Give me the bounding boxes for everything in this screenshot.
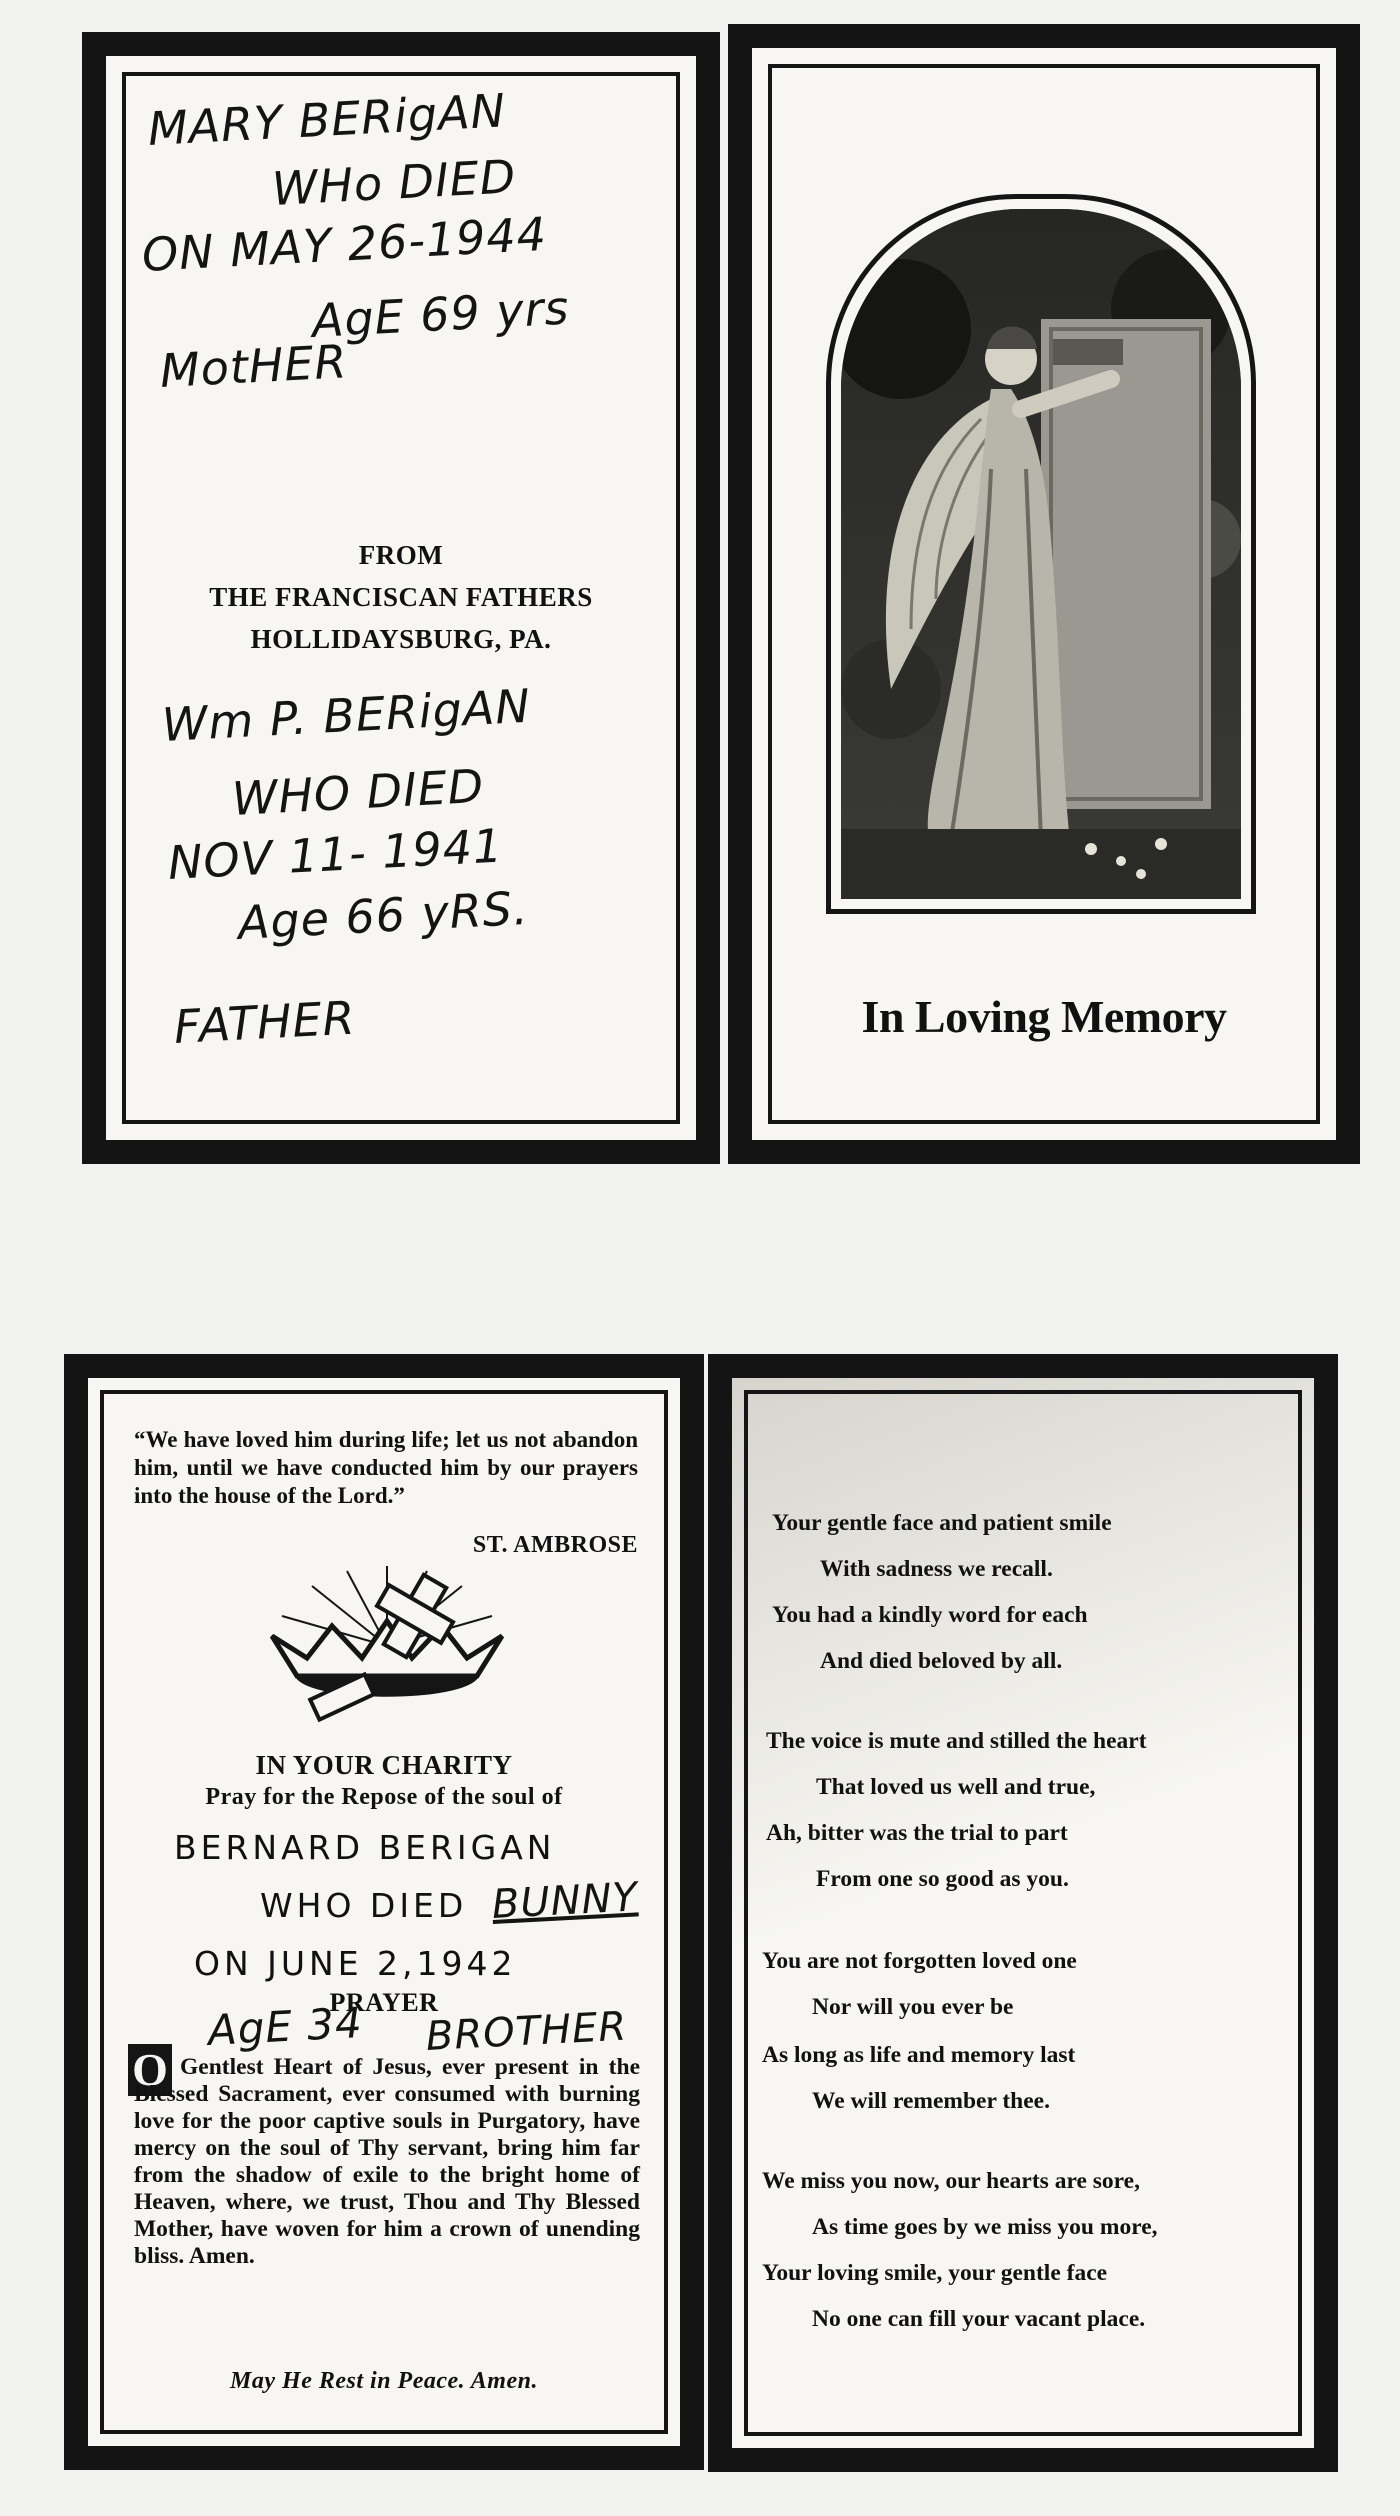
angel-illustration [841, 209, 1241, 899]
from-location: HOLLIDAYSBURG, PA. [250, 624, 552, 654]
crown-cross-icon [252, 1566, 522, 1726]
poem-line: The voice is mute and stilled the heart [766, 1728, 1147, 1754]
poem-line: As time goes by we miss you more, [812, 2214, 1158, 2240]
handwritten-relation-father: FATHER [172, 990, 357, 1054]
poem-line: We will remember thee. [812, 2088, 1050, 2114]
memorial-card-top-left [82, 32, 720, 1164]
prayer-title: PRAYER [329, 1988, 439, 2017]
handwritten-relation-brother: BROTHER [424, 2003, 629, 2060]
death-date: ON JUNE 2,1942 [194, 1944, 517, 1983]
memorial-card-bottom-left [64, 1354, 704, 2470]
poem-line: From one so good as you. [816, 1866, 1069, 1892]
memorial-card-bottom-right [708, 1354, 1338, 2472]
arched-image-frame [826, 194, 1256, 914]
memorial-card-top-right [728, 24, 1360, 1164]
deceased-name: BERNARD BERIGAN [174, 1828, 556, 1867]
poem-line: With sadness we recall. [820, 1556, 1053, 1582]
poem-line: Ah, bitter was the trial to part [766, 1820, 1068, 1846]
charity-subtitle: Pray for the Repose of the soul of [205, 1784, 563, 1810]
handwritten-name-mary: MARY BERigAN [146, 83, 508, 156]
handwritten-who-died-2: WHO DIED [230, 758, 486, 826]
poem-line: No one can fill your vacant place. [812, 2306, 1146, 2332]
angel-at-tombstone-icon [841, 209, 1241, 899]
crown-emblem [252, 1566, 522, 1726]
from-franciscan-fathers: THE FRANCISCAN FATHERS [209, 582, 593, 612]
st-ambrose-quote: “We have loved him during life; let us not abandon him, until we have conducted him by our prayers into the house of the Lord.” [134, 1427, 638, 1508]
handwritten-age-mary: AgE 69 yrs [310, 280, 571, 348]
poem-line: Your loving smile, your gentle face [762, 2260, 1108, 2286]
poem-line: We miss you now, our hearts are sore, [762, 2168, 1140, 2194]
poem-line: You are not forgotten loved one [762, 1948, 1077, 1974]
quote-author: ST. AMBROSE [472, 1532, 638, 1558]
charity-title: IN YOUR CHARITY [255, 1750, 513, 1780]
handwritten-age-william: Age 66 yRS. [236, 880, 530, 950]
poem-line: And died beloved by all. [820, 1648, 1063, 1674]
prayer-text: Gentlest Heart of Jesus, ever present in the Blessed Sacrament, ever consumed with burning love for the poor captive souls in Purgatory, have mercy on the soul of Thy servant, bring him far from the shadow of exile to the bright home of Heaven, where, we trust, Thou and Thy Blessed Mother, have woven for him a crown of unending bliss. Amen. [134, 2054, 640, 2269]
from-label: FROM [358, 540, 444, 570]
in-loving-memory-caption: In Loving Memory [861, 991, 1227, 1042]
handwritten-nickname: BUNNY [490, 1874, 640, 1928]
poem-line: Your gentle face and patient smile [772, 1510, 1112, 1536]
poem-line: That loved us well and true, [816, 1774, 1096, 1800]
handwritten-date-william: NOV 11- 1941 [166, 818, 505, 890]
who-died-label: WHO DIED [260, 1886, 468, 1925]
poem-line: You had a kindly word for each [772, 1602, 1088, 1628]
handwritten-age-bernard: AgE 34 [206, 1997, 364, 2055]
closing-line: May He Rest in Peace. Amen. [230, 2368, 538, 2394]
handwritten-date-mary: ON MAY 26-1944 [140, 206, 549, 282]
handwritten-relation-mother: MotHER [158, 334, 349, 398]
handwritten-who-died: WHo DIED [270, 149, 518, 216]
handwritten-name-william: Wm P. BERigAN [160, 678, 532, 752]
poem-line: Nor will you ever be [812, 1994, 1014, 2020]
prayer-drop-cap: O [128, 2044, 172, 2096]
poem-line: As long as life and memory last [762, 2042, 1076, 2068]
